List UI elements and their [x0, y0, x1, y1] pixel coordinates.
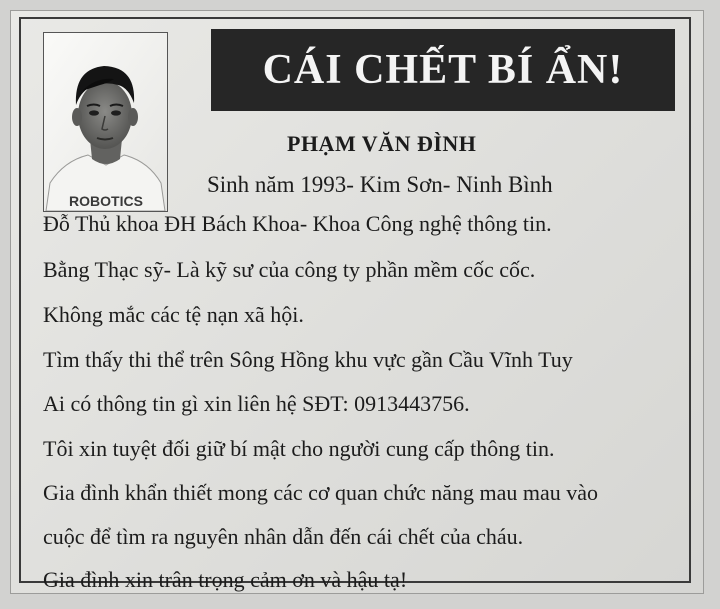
- birth-info: Sinh năm 1993- Kim Sơn- Ninh Bình: [207, 172, 553, 197]
- text-line-5: Ai có thông tin gì xin liên hệ SĐT: 0913443756.: [43, 391, 470, 416]
- person-name: PHẠM VĂN ĐÌNH: [287, 131, 477, 156]
- text-line-6: Tôi xin tuyệt đối giữ bí mật cho người cung cấp thông tin.: [43, 436, 555, 461]
- text-line-7: Gia đình khẩn thiết mong các cơ quan chức năng mau mau vào: [43, 480, 599, 505]
- title-banner: [211, 29, 675, 111]
- text-line-2: Bằng Thạc sỹ- Là kỹ sư của công ty phần mềm cốc cốc.: [43, 257, 536, 282]
- text-line-4: Tìm thấy thi thể trên Sông Hồng khu vực gần Cầu Vĩnh Tuy: [43, 347, 573, 372]
- text-line-9: Gia đình xin trân trọng cảm ơn và hậu tạ!: [43, 567, 408, 592]
- notice-title: CÁI CHẾT BÍ ẨN!: [262, 47, 624, 93]
- portrait-image: [44, 33, 167, 211]
- text-line-1: Đỗ Thủ khoa ĐH Bách Khoa- Khoa Công nghệ thông tin.: [43, 211, 552, 236]
- notice-paper: [10, 10, 704, 594]
- portrait-photo: [43, 32, 168, 212]
- shirt-text: ROBOTICS: [69, 193, 143, 209]
- text-line-3: Không mắc các tệ nạn xã hội.: [43, 302, 304, 327]
- text-line-8: cuộc để tìm ra nguyên nhân dẫn đến cái chết của cháu.: [43, 524, 524, 549]
- notice-frame: [19, 17, 691, 592]
